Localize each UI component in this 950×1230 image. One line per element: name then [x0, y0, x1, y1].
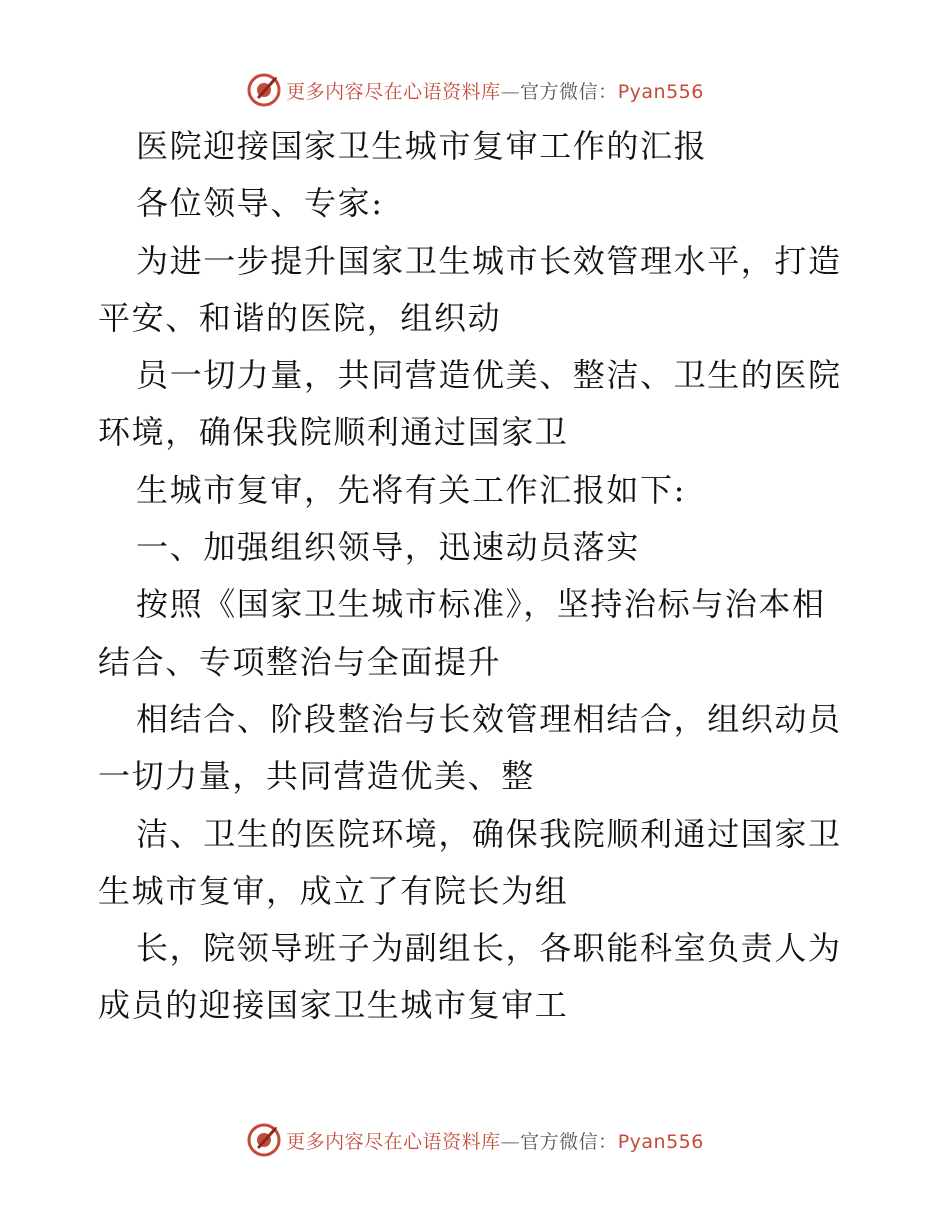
paragraph-line: 相结合、阶段整治与长效管理相结合，组织动员 [136, 699, 842, 738]
paragraph-line: 员一切力量，共同营造优美、整洁、卫生的医院 [136, 356, 842, 395]
paragraph-line: 成员的迎接国家卫生城市复审工 [98, 986, 569, 1025]
paragraph-line: 长，院领导班子为副组长，各职能科室负责人为 [136, 929, 842, 968]
watermark-dash: — [500, 1130, 521, 1153]
watermark-text [286, 77, 704, 104]
paragraph-line: 结合、专项整治与全面提升 [98, 642, 502, 681]
watermark-dash: — [500, 80, 521, 103]
brand-logo-icon [246, 72, 282, 108]
watermark-wechat-id: Pyan556 [617, 1130, 704, 1153]
watermark-label: 官方微信： [520, 1130, 618, 1153]
paragraph-line: 一切力量，共同营造优美、整 [98, 757, 535, 796]
brand-logo-icon [246, 1122, 282, 1158]
section-heading: 一、加强组织领导，迅速动员落实 [136, 528, 641, 567]
paragraph-line: 环境，确保我院顺利通过国家卫 [98, 413, 569, 452]
footer-watermark [0, 1120, 950, 1160]
doc-title: 医院迎接国家卫生城市复审工作的汇报 [136, 127, 708, 165]
paragraph-line: 生城市复审，成立了有院长为组 [98, 871, 569, 910]
header-watermark [0, 70, 950, 110]
paragraph-line: 生城市复审，先将有关工作汇报如下: [136, 470, 686, 509]
watermark-main: 更多内容尽在心语资料库 [286, 80, 501, 103]
watermark-label: 官方微信： [520, 80, 618, 103]
watermark-main: 更多内容尽在心语资料库 [286, 1130, 501, 1153]
watermark-text [286, 1127, 704, 1154]
paragraph-line: 平安、和谐的医院，组织动 [98, 298, 502, 337]
salutation: 各位领导、专家: [136, 184, 384, 223]
document-body [98, 118, 858, 1035]
paragraph-line: 按照《国家卫生城市标准》，坚持治标与治本相 [136, 585, 826, 624]
watermark-wechat-id: Pyan556 [617, 80, 704, 103]
paragraph-line: 洁、卫生的医院环境，确保我院顺利通过国家卫 [136, 814, 842, 853]
paragraph-line: 为进一步提升国家卫生城市长效管理水平，打造 [136, 241, 842, 280]
